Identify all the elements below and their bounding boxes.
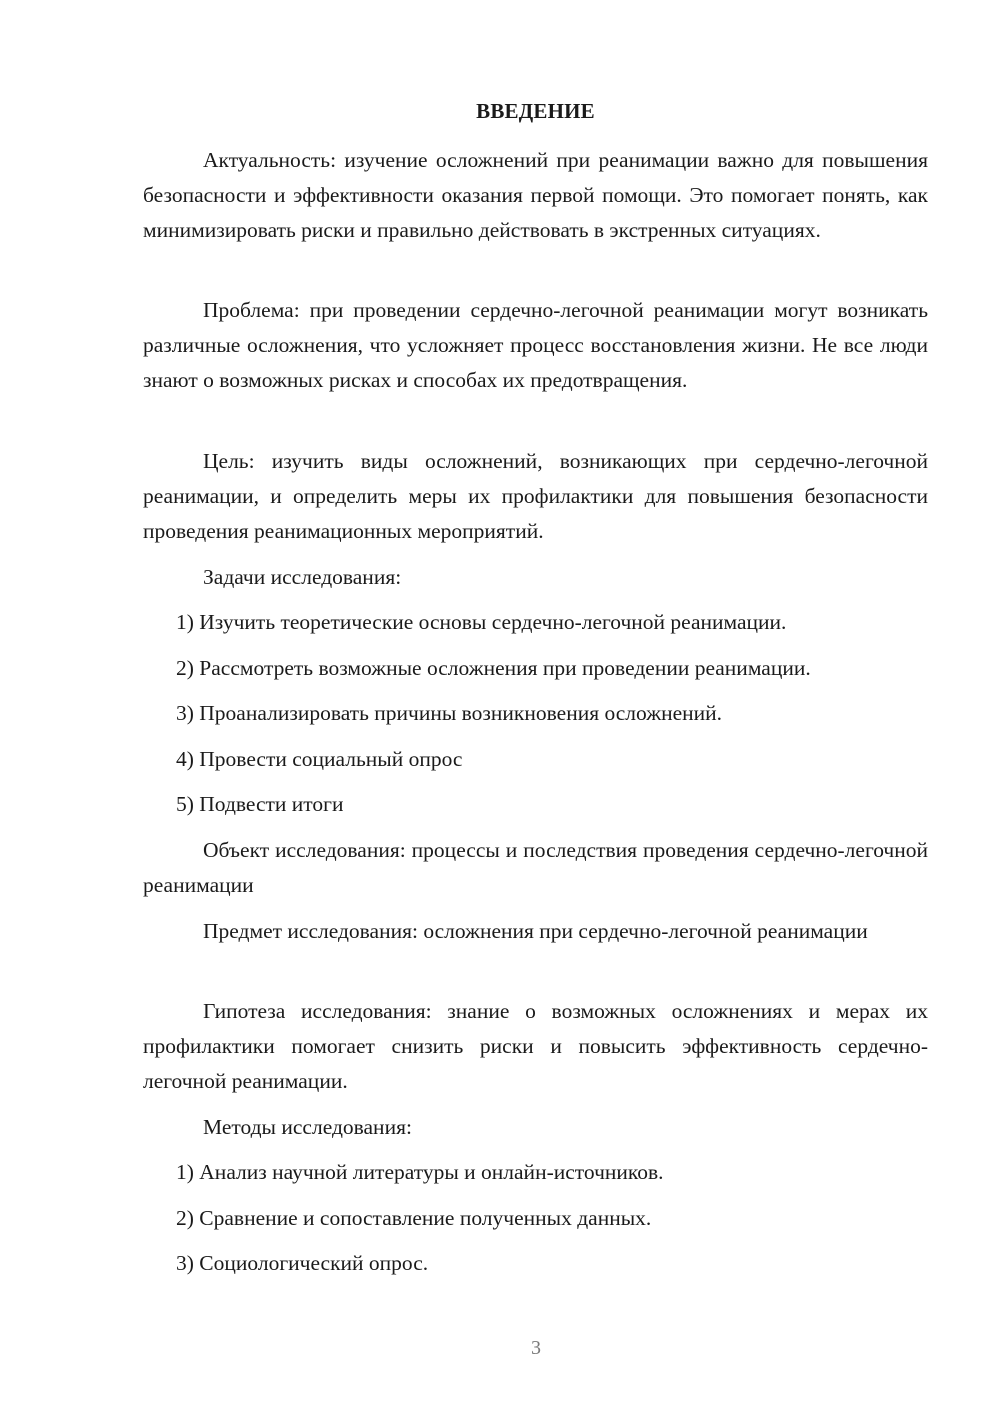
task-item: 1) Изучить теоретические основы сердечно-легочной реанимации. bbox=[176, 610, 787, 634]
tasks-label: Задачи исследования: bbox=[203, 565, 402, 589]
hypothesis-paragraph: Гипотеза исследования: знание о возможных осложнениях и мерах их профилактики помогает снизить риски и повысить эффективность сердечно-легочной реанимации. bbox=[143, 999, 928, 1093]
page-number: 3 bbox=[531, 1337, 541, 1359]
method-item: 3) Социологический опрос. bbox=[176, 1251, 429, 1275]
method-item: 1) Анализ научной литературы и онлайн-источников. bbox=[176, 1160, 664, 1184]
relevance-paragraph: Актуальность: изучение осложнений при реанимации важно для повышения безопасности и эффективности оказания первой помощи. Это помогает понять, как минимизировать риски и правильно действовать в экстренных ситуациях. bbox=[143, 148, 928, 242]
problem-paragraph: Проблема: при проведении сердечно-легочной реанимации могут возникать различные осложнения, что усложняет процесс восстановления жизни. Не все люди знают о возможных рисках и способах их предотвращения. bbox=[143, 298, 928, 392]
methods-label: Методы исследования: bbox=[203, 1115, 412, 1139]
task-item: 3) Проанализировать причины возникновения осложнений. bbox=[176, 701, 723, 725]
task-item: 2) Рассмотреть возможные осложнения при проведении реанимации. bbox=[176, 656, 811, 680]
subject-paragraph: Предмет исследования: осложнения при сердечно-легочной реанимации bbox=[203, 919, 868, 943]
task-item: 4) Провести социальный опрос bbox=[176, 747, 463, 771]
goal-paragraph: Цель: изучить виды осложнений, возникающих при сердечно-легочной реанимации, и определить меры их профилактики для повышения безопасности проведения реанимационных мероприятий. bbox=[143, 449, 928, 543]
task-item: 5) Подвести итоги bbox=[176, 792, 344, 816]
method-item: 2) Сравнение и сопоставление полученных данных. bbox=[176, 1206, 652, 1230]
object-paragraph: Объект исследования: процессы и последствия проведения сердечно-легочной реанимации bbox=[143, 838, 928, 897]
page-title: ВВЕДЕНИЕ bbox=[476, 99, 595, 123]
